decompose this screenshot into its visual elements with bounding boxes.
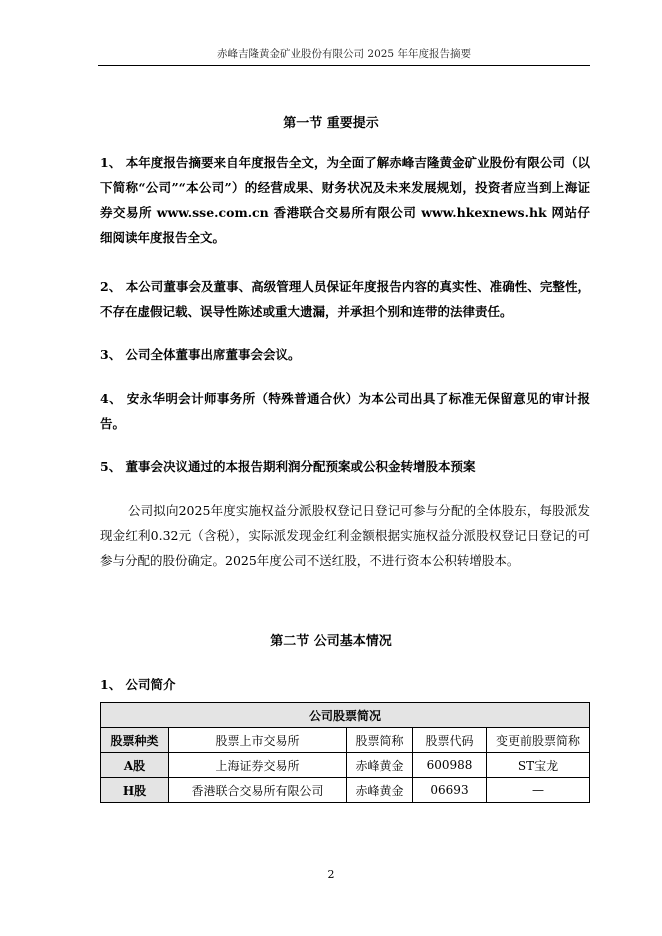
table-row [101, 778, 590, 803]
row-h-exchange: 香港联合交易所有限公司 [169, 778, 347, 803]
company-profile-heading: 1、 公司简介 [100, 677, 176, 692]
row-a-code: 600988 [413, 753, 487, 778]
row-a-name: 赤峰黄金 [347, 753, 413, 778]
row-h-name: 赤峰黄金 [347, 778, 413, 803]
row-a-former-name: ST宝龙 [487, 753, 590, 778]
header-stock-type: 股票种类 [101, 728, 169, 753]
section2-title: 第二节 公司基本情况 [270, 634, 392, 649]
dividend-paragraph: 公司拟向2025年度实施权益分派股权登记日登记可参与分配的全体股东，每股派发现金红利0.32元（含税），实际派发现金红利金额根据实施权益分派股权登记日登记的可参与分配的股份确定。2025年度公司不送红股，不进行资本公积转增股本。 [100, 503, 590, 568]
notice-item-5: 5、 董事会决议通过的本报告期利润分配预案或公积金转增股本预案 [100, 459, 476, 474]
section1-title: 第一节 重要提示 [283, 116, 379, 131]
header-former-name: 变更前股票简称 [487, 728, 590, 753]
header-stock-code: 股票代码 [413, 728, 487, 753]
page-header: 赤峰吉隆黄金矿业股份有限公司 2025 年年度报告摘要 [98, 46, 590, 66]
notice-item-1: 1、 本年度报告摘要来自年度报告全文，为全面了解赤峰吉隆黄金矿业股份有限公司（以下简称“公司”“本公司”）的经营成果、财务状况及未来发展规划，投资者应当到上海证券交易所 www.sse.com.cn 香港联合交易所有限公司 www.hkexnews.hk 网站仔细阅读年度报告全文。 [100, 155, 590, 245]
row-h-former-name: — [487, 778, 590, 803]
notice-item-4: 4、 安永华明会计师事务所（特殊普通合伙）为本公司出具了标准无保留意见的审计报告。 [100, 391, 590, 431]
row-a-type: A股 [101, 753, 169, 778]
notice-item-3: 3、 公司全体董事出席董事会会议。 [100, 347, 301, 362]
header-stock-name: 股票简称 [347, 728, 413, 753]
page-number: 2 [327, 868, 335, 881]
table-row [101, 753, 590, 778]
table-header-row [101, 728, 590, 753]
row-h-code: 06693 [413, 778, 487, 803]
header-exchange: 股票上市交易所 [169, 728, 347, 753]
notice-item-2: 2、 本公司董事会及董事、高级管理人员保证年度报告内容的真实性、准确性、完整性，不存在虚假记载、误导性陈述或重大遗漏，并承担个别和连带的法律责任。 [100, 279, 590, 319]
stock-info-table [100, 702, 590, 803]
table-caption: 公司股票简况 [101, 703, 590, 728]
row-a-exchange: 上海证券交易所 [169, 753, 347, 778]
table-caption-row [101, 703, 590, 728]
row-h-type: H股 [101, 778, 169, 803]
